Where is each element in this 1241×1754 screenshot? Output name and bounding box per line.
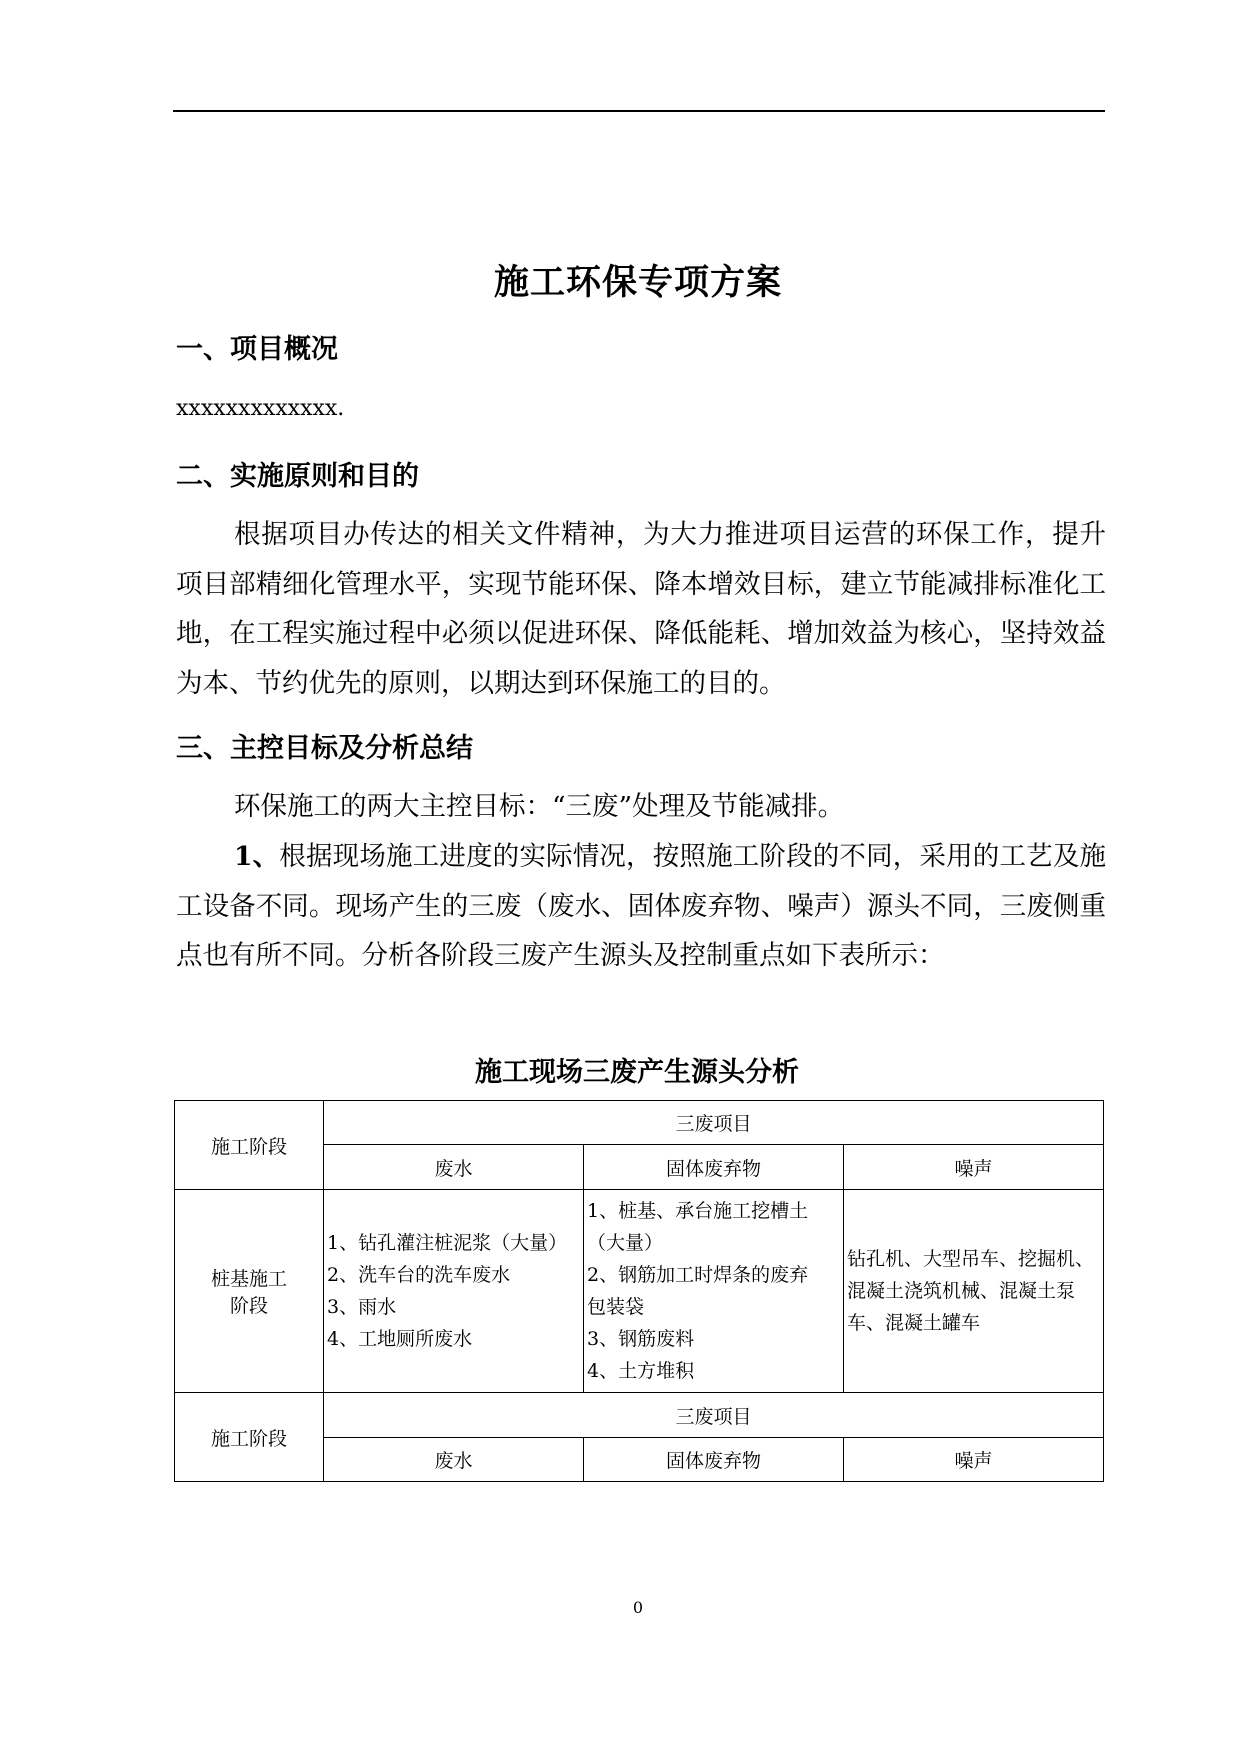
stage-cell [175,1190,324,1393]
solid-item: 3、钢筋废料 [587,1328,695,1350]
noise-cell [844,1190,1104,1393]
header-rule [173,110,1105,112]
item-1-number: 1、 [234,841,280,872]
table-caption: 施工现场三废产生源头分析 [475,1057,799,1088]
solid-cell [584,1190,844,1393]
header-water-cell: 废水 [324,1145,584,1190]
header-noise-cell: 噪声 [844,1145,1104,1190]
water-cell [324,1190,584,1393]
section-2-heading: 二、实施原则和目的 [176,461,419,492]
solid-item: 包装袋 [587,1296,645,1318]
stage-line-1: 桩基施工 [210,1268,287,1290]
section-1-text: xxxxxxxxxxxxx. [176,396,345,421]
water-item: 3、雨水 [327,1296,397,1318]
header2-stage-cell: 施工阶段 [175,1393,324,1482]
item-1-text: 根据现场施工进度的实际情况，按照施工阶段的不同，采用的工艺及施工设备不同。现场产生的三废（废水、固体废弃物、噪声）源头不同，三废侧重点也有所不同。分析各阶段三废产生源头及控制重点如下表所示： [176,841,1106,971]
section-3-heading: 三、主控目标及分析总结 [176,733,473,764]
section-3-intro: 环保施工的两大主控目标：“三废”处理及节能减排。 [234,791,845,822]
noise-line: 混凝土浇筑机械、混凝土泵 [847,1280,1076,1302]
page-number: 0 [632,1598,644,1617]
table-header-row-2 [175,1393,1104,1438]
waste-source-table [174,1100,1104,1482]
water-item: 1、钻孔灌注桩泥浆（大量） [327,1232,568,1254]
solid-item: 2、钢筋加工时焊条的废弃 [587,1264,809,1286]
table-row [175,1190,1104,1393]
noise-line: 钻孔机、大型吊车、挖掘机、 [847,1248,1095,1270]
section-2-paragraph: 根据项目办传达的相关文件精神，为大力推进项目运营的环保工作，提升项目部精细化管理水平，实现节能环保、降本增效目标，建立节能减排标准化工地，在工程实施过程中必须以促进环保、降低能耗、增加效益为核心，坚持效益为本、节约优先的原则，以期达到环保施工的目的。 [176,519,1106,699]
header-solid-cell: 固体废弃物 [584,1145,844,1190]
section-1-heading: 一、项目概况 [176,334,338,365]
header-group-cell: 三废项目 [324,1101,1104,1145]
water-item: 4、工地厕所废水 [327,1328,473,1350]
header-stage-cell: 施工阶段 [175,1101,324,1190]
solid-item: （大量） [587,1232,664,1254]
stage-line-2: 阶段 [229,1295,268,1317]
section-3-item-1 [176,832,1106,981]
table-header-row [175,1101,1104,1145]
document-title: 施工环保专项方案 [493,263,782,303]
header2-water-cell: 废水 [324,1438,584,1482]
solid-item: 4、土方堆积 [587,1360,695,1382]
water-item: 2、洗车台的洗车废水 [327,1264,511,1286]
solid-item: 1、桩基、承台施工挖槽土 [587,1200,809,1222]
header2-group-cell: 三废项目 [324,1393,1104,1438]
header2-solid-cell: 固体废弃物 [584,1438,844,1482]
header2-noise-cell: 噪声 [844,1438,1104,1482]
noise-line: 车、混凝土罐车 [847,1312,981,1334]
